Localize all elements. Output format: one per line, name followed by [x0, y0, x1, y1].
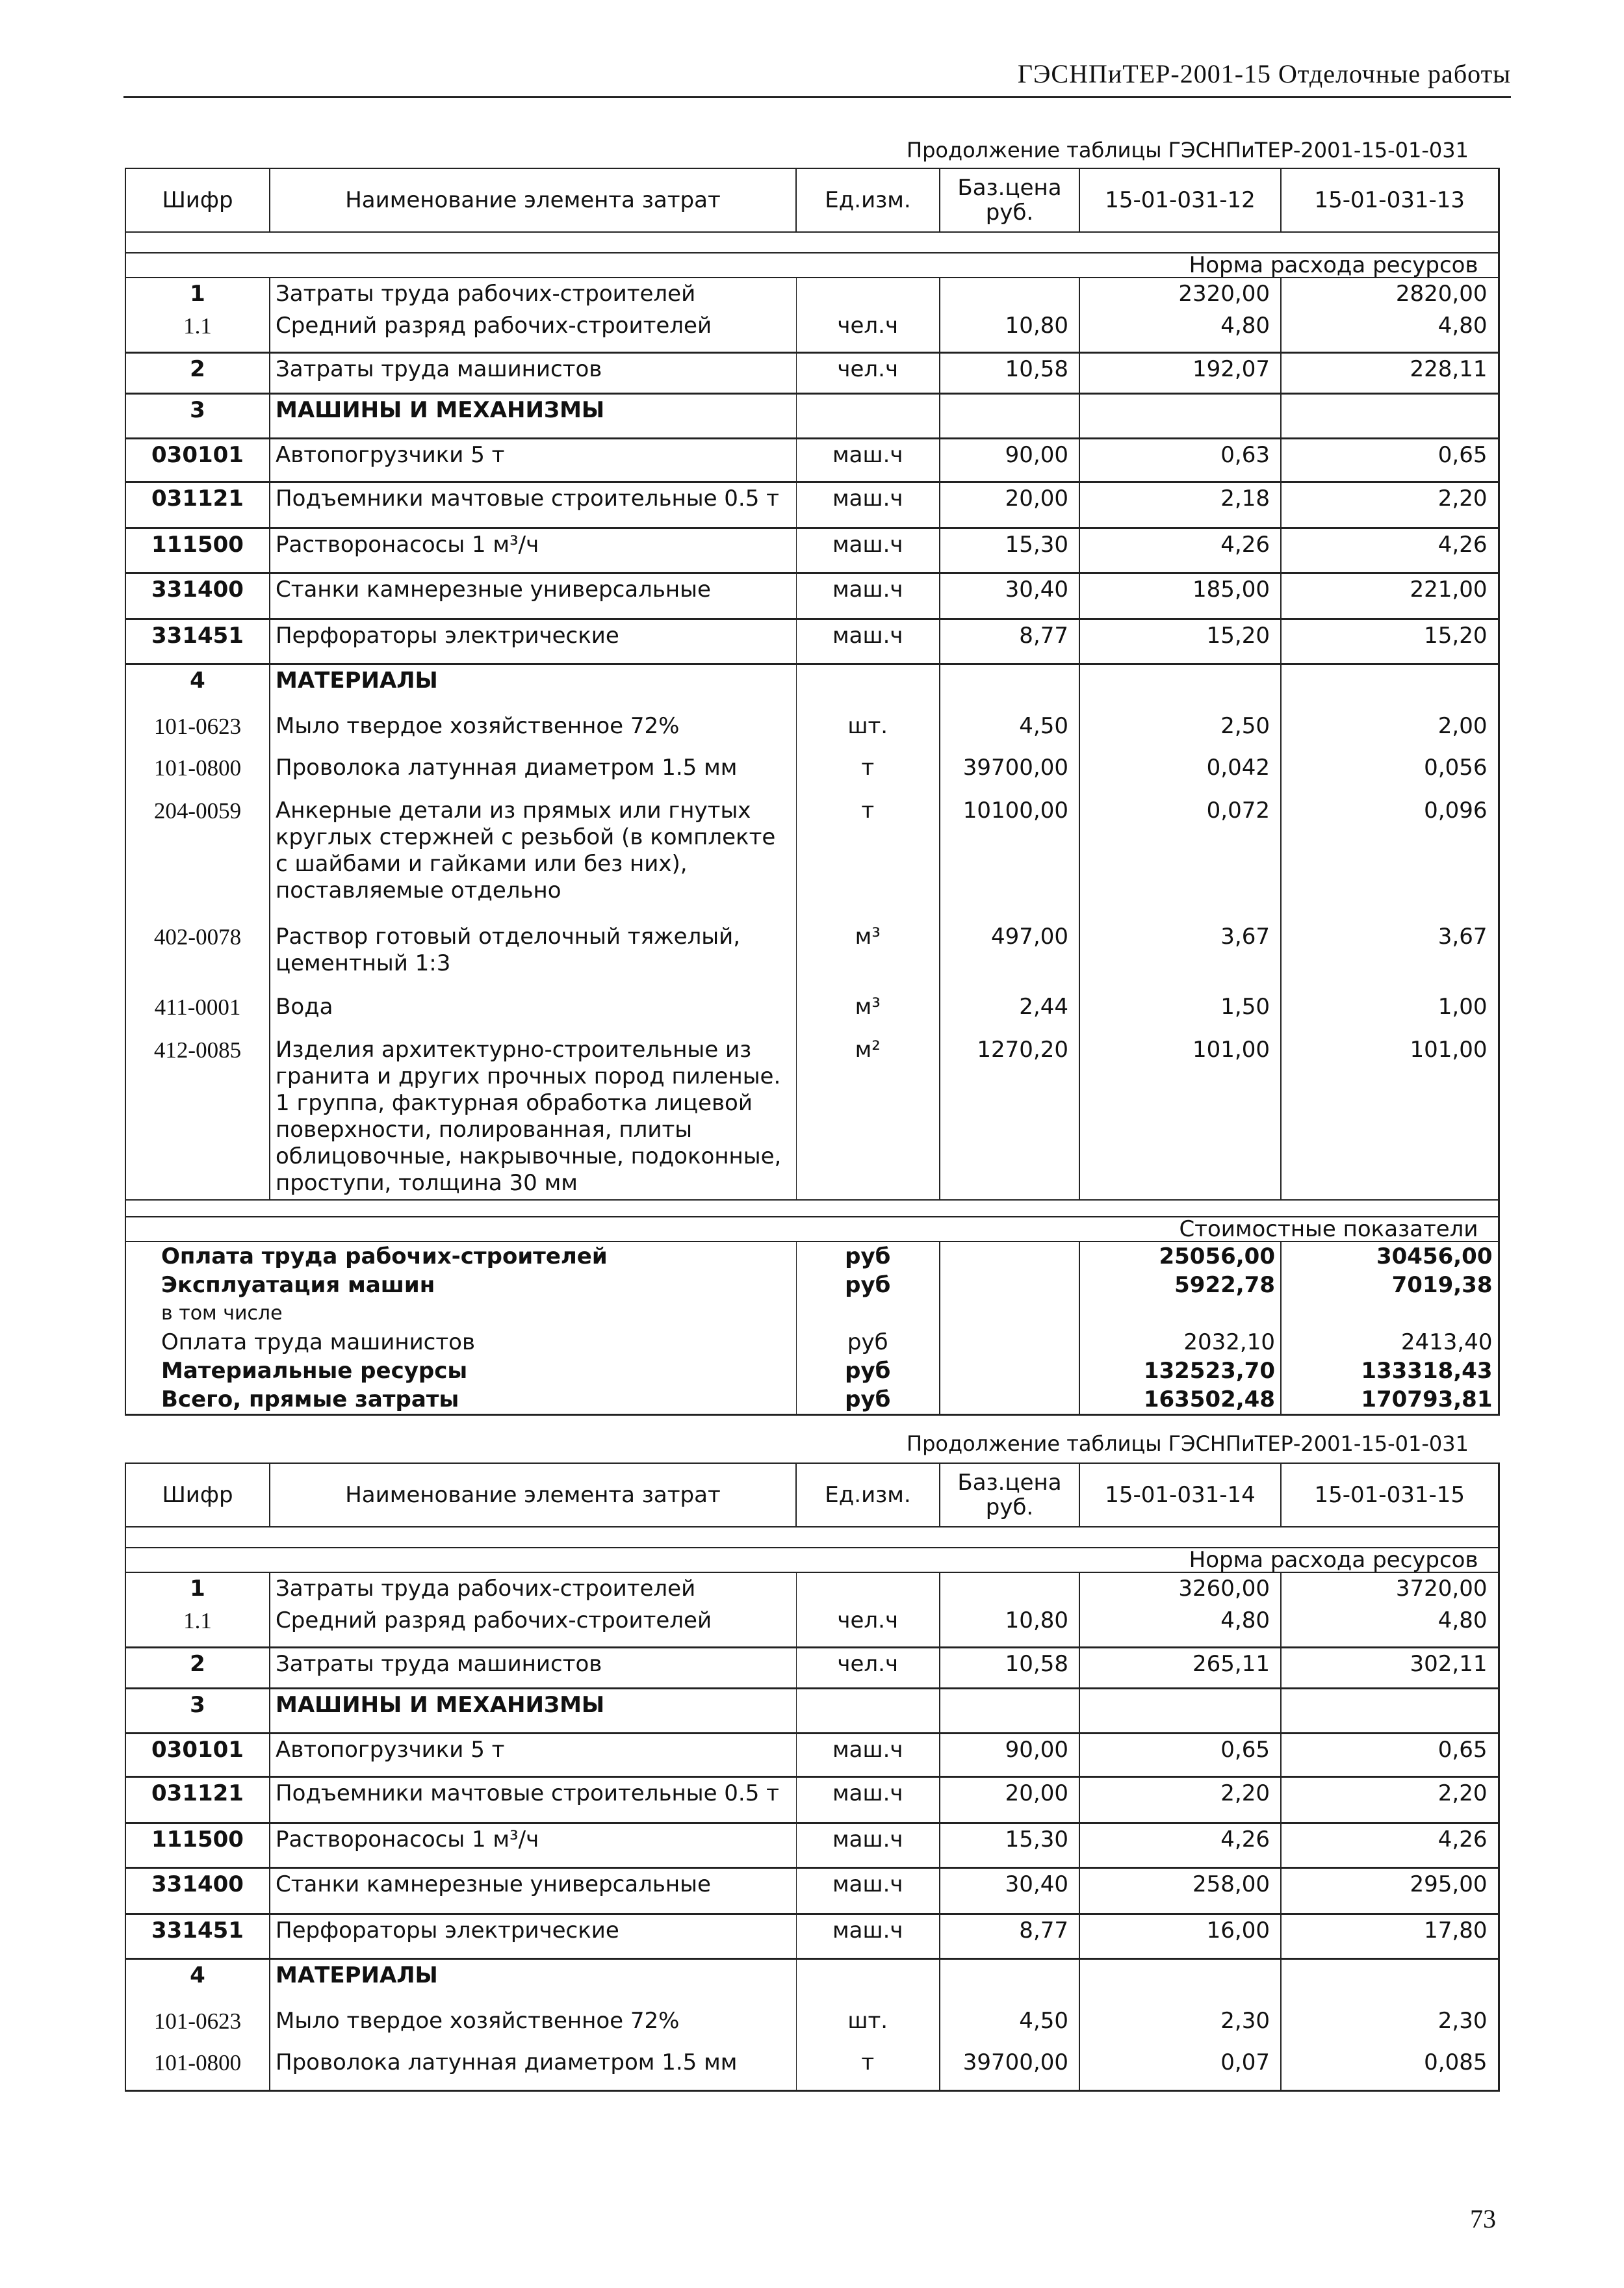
resource-table-1	[125, 168, 1500, 1416]
col-header-b: 15-01-031-15	[1281, 1463, 1499, 1527]
row-code: 1	[125, 1572, 270, 1605]
row-value-b: 0,65	[1281, 1734, 1499, 1777]
row-price: 30,40	[940, 573, 1079, 619]
row-value-b: 4,80	[1281, 310, 1499, 353]
cost-value-a	[1079, 1299, 1281, 1328]
table-row	[125, 710, 1499, 752]
row-name: Перфораторы электрические	[270, 619, 796, 664]
row-name: Перфораторы электрические	[270, 1914, 796, 1959]
row-name: Автопогрузчики 5 т	[270, 439, 796, 482]
row-price: 39700,00	[940, 2047, 1079, 2091]
row-code: 2	[125, 1648, 270, 1689]
row-value-b	[1281, 664, 1499, 711]
row-name: Мыло твердое хозяйственное 72%	[270, 2005, 796, 2047]
cost-value-b: 30456,00	[1281, 1242, 1499, 1271]
row-unit: чел.ч	[837, 1607, 899, 1633]
row-value-a: 2,20	[1079, 1777, 1281, 1823]
row-value-b	[1281, 1959, 1499, 2006]
row-price: 20,00	[940, 482, 1079, 528]
table-row	[125, 278, 1499, 310]
row-value-a	[1079, 1959, 1281, 2006]
row-value-b: 2,30	[1281, 2005, 1499, 2047]
row-name: МАТЕРИАЛЫ	[270, 1959, 796, 2006]
row-name: Проволока латунная диаметром 1.5 мм	[270, 2047, 796, 2091]
row-unit	[796, 394, 940, 439]
header-title: ГЭСНПиТЕР-2001-15 Отделочные работы	[1017, 59, 1511, 88]
page-number: 73	[1470, 2204, 1496, 2233]
cost-value-a: 132523,70	[1079, 1357, 1281, 1385]
table-row	[125, 752, 1499, 795]
row-price	[940, 1572, 1079, 1605]
row-unit: маш.ч	[796, 439, 940, 482]
row-name: Средний разряд рабочих-строителей	[270, 310, 796, 353]
row-value-b: 4,26	[1281, 528, 1499, 573]
row-value-b: 2820,00	[1281, 278, 1499, 310]
row-value-a: 1,50	[1079, 991, 1281, 1034]
row-value-b: 295,00	[1281, 1868, 1499, 1914]
row-unit	[796, 1572, 940, 1605]
row-price: 15,30	[940, 528, 1079, 573]
row-unit: чел.ч	[796, 353, 940, 394]
row-value-a: 0,07	[1079, 2047, 1281, 2091]
row-unit: т	[861, 2049, 875, 2075]
cost-value-b	[1281, 1299, 1499, 1328]
row-unit	[796, 1689, 940, 1734]
row-price: 1270,20	[940, 1034, 1079, 1200]
row-value-a: 4,26	[1079, 1823, 1281, 1868]
row-unit	[796, 1959, 940, 2006]
continuation-label-1: Продолжение таблицы ГЭСНПиТЕР-2001-15-01-031	[907, 138, 1469, 162]
row-value-b: 221,00	[1281, 573, 1499, 619]
cost-row	[125, 1357, 1499, 1385]
row-price: 10,80	[940, 310, 1079, 353]
row-name: МАШИНЫ И МЕХАНИЗМЫ	[270, 394, 796, 439]
row-value-a: 185,00	[1079, 573, 1281, 619]
row-code: 331400	[125, 1868, 270, 1914]
row-unit: маш.ч	[796, 1823, 940, 1868]
row-price: 10,80	[940, 1605, 1079, 1648]
spacer-row	[125, 1200, 1499, 1217]
row-name: Мыло твердое хозяйственное 72%	[270, 710, 796, 752]
row-value-b	[1281, 394, 1499, 439]
row-value-b	[1281, 1689, 1499, 1734]
row-code: 412-0085	[125, 1034, 270, 1200]
row-value-b: 0,096	[1281, 795, 1499, 921]
page-header	[123, 57, 1511, 98]
table-row	[125, 619, 1499, 664]
cost-price	[940, 1299, 1079, 1328]
row-code: 030101	[125, 439, 270, 482]
row-name: Раствор готовый отделочный тяжелый, цементный 1:3	[270, 921, 796, 991]
cost-label: Стоимостные показатели	[1079, 1217, 1499, 1242]
row-unit: маш.ч	[796, 1734, 940, 1777]
cost-price	[940, 1271, 1079, 1299]
row-value-b: 3720,00	[1281, 1572, 1499, 1605]
table-row	[125, 1823, 1499, 1868]
cost-name: Материальные ресурсы	[125, 1357, 796, 1385]
cost-unit: руб	[796, 1357, 940, 1385]
row-unit: маш.ч	[796, 1868, 940, 1914]
row-value-a: 2,18	[1079, 482, 1281, 528]
table-row	[125, 394, 1499, 439]
cost-label-row	[125, 1217, 1499, 1242]
row-value-a: 4,26	[1079, 528, 1281, 573]
row-value-a: 192,07	[1079, 353, 1281, 394]
row-value-b: 3,67	[1281, 921, 1499, 991]
row-price: 90,00	[940, 1734, 1079, 1777]
table-header-row	[125, 168, 1499, 232]
table-row	[125, 1605, 1499, 1648]
row-code: 031121	[125, 1777, 270, 1823]
row-code: 031121	[125, 482, 270, 528]
row-price: 4,50	[940, 2005, 1079, 2047]
row-name: МАТЕРИАЛЫ	[270, 664, 796, 711]
col-header-name: Наименование элемента затрат	[270, 1463, 796, 1527]
row-name: Станки камнерезные универсальные	[270, 573, 796, 619]
row-value-a: 0,072	[1079, 795, 1281, 921]
cost-name: Эксплуатация машин	[125, 1271, 796, 1299]
row-code: 204-0059	[125, 795, 270, 921]
table-row	[125, 664, 1499, 711]
row-value-a: 4,80	[1079, 310, 1281, 353]
row-price	[940, 1689, 1079, 1734]
row-name: Автопогрузчики 5 т	[270, 1734, 796, 1777]
spacer-row	[125, 1527, 1499, 1548]
row-name: Затраты труда машинистов	[270, 1648, 796, 1689]
row-value-b: 2,20	[1281, 1777, 1499, 1823]
table-row	[125, 1959, 1499, 2006]
cost-row	[125, 1242, 1499, 1271]
row-value-b: 0,085	[1281, 2047, 1499, 2091]
table-bottom	[125, 2091, 1499, 2092]
col-header-unit: Ед.изм.	[796, 1463, 940, 1527]
cost-unit: руб	[796, 1328, 940, 1357]
row-unit: чел.ч	[837, 313, 899, 339]
table-row	[125, 1572, 1499, 1605]
table-row	[125, 573, 1499, 619]
row-value-a	[1079, 394, 1281, 439]
row-unit: маш.ч	[796, 573, 940, 619]
cost-name: Оплата труда машинистов	[125, 1328, 796, 1357]
row-name: Подъемники мачтовые строительные 0.5 т	[270, 1777, 796, 1823]
cost-name: Оплата труда рабочих-строителей	[125, 1242, 796, 1271]
row-value-a	[1079, 1689, 1281, 1734]
row-unit: т	[861, 798, 875, 824]
row-name: Затраты труда рабочих-строителей	[270, 278, 796, 310]
row-value-a: 2,50	[1079, 710, 1281, 752]
row-unit: маш.ч	[796, 619, 940, 664]
table-row	[125, 482, 1499, 528]
row-unit: м³	[855, 994, 881, 1020]
row-price: 2,44	[940, 991, 1079, 1034]
row-unit: маш.ч	[796, 482, 940, 528]
table-row	[125, 353, 1499, 394]
cost-name: в том числе	[125, 1299, 796, 1328]
cost-row	[125, 1328, 1499, 1357]
table-row	[125, 1914, 1499, 1959]
row-value-a: 4,80	[1079, 1605, 1281, 1648]
col-header-b: 15-01-031-13	[1281, 168, 1499, 232]
row-value-b: 0,056	[1281, 752, 1499, 795]
row-value-b: 4,26	[1281, 1823, 1499, 1868]
row-value-a: 2,30	[1079, 2005, 1281, 2047]
row-unit	[796, 664, 940, 711]
table-row	[125, 1648, 1499, 1689]
row-code: 331451	[125, 1914, 270, 1959]
row-code: 1.1	[125, 1605, 270, 1648]
table-row	[125, 2047, 1499, 2091]
row-name: Подъемники мачтовые строительные 0.5 т	[270, 482, 796, 528]
cost-price	[940, 1242, 1079, 1271]
row-value-b: 4,80	[1281, 1605, 1499, 1648]
row-code: 4	[125, 1959, 270, 2006]
norm-label: Норма расхода ресурсов	[1079, 253, 1499, 278]
row-price: 8,77	[940, 1914, 1079, 1959]
row-unit: маш.ч	[796, 1914, 940, 1959]
row-price: 497,00	[940, 921, 1079, 991]
row-value-a	[1079, 664, 1281, 711]
row-price: 90,00	[940, 439, 1079, 482]
row-value-a: 3,67	[1079, 921, 1281, 991]
row-price	[940, 1959, 1079, 2006]
row-unit: шт.	[847, 2008, 888, 2034]
row-unit: т	[861, 755, 875, 781]
spacer-row	[125, 232, 1499, 253]
cost-value-b: 2413,40	[1281, 1328, 1499, 1357]
row-name: Растворонасосы 1 м³/ч	[270, 1823, 796, 1868]
resource-table-2	[125, 1462, 1500, 2092]
row-unit: м³	[855, 924, 881, 950]
row-unit: маш.ч	[796, 528, 940, 573]
row-name: Станки камнерезные универсальные	[270, 1868, 796, 1914]
norm-label-row	[125, 253, 1499, 278]
cost-row	[125, 1299, 1499, 1328]
col-header-unit: Ед.изм.	[796, 168, 940, 232]
row-value-a: 265,11	[1079, 1648, 1281, 1689]
row-price: 39700,00	[940, 752, 1079, 795]
row-code: 101-0623	[125, 2005, 270, 2047]
row-price: 4,50	[940, 710, 1079, 752]
table-row	[125, 1689, 1499, 1734]
row-value-b: 17,80	[1281, 1914, 1499, 1959]
col-header-a: 15-01-031-12	[1079, 168, 1281, 232]
row-code: 2	[125, 353, 270, 394]
cost-name: Всего, прямые затраты	[125, 1385, 796, 1415]
row-name: Растворонасосы 1 м³/ч	[270, 528, 796, 573]
row-value-a: 101,00	[1079, 1034, 1281, 1200]
row-code: 3	[125, 394, 270, 439]
row-name: Затраты труда машинистов	[270, 353, 796, 394]
table-row	[125, 439, 1499, 482]
row-value-b: 2,20	[1281, 482, 1499, 528]
table-row	[125, 1034, 1499, 1200]
row-code: 411-0001	[125, 991, 270, 1034]
cost-row	[125, 1385, 1499, 1415]
row-value-a: 16,00	[1079, 1914, 1281, 1959]
row-code: 1	[125, 278, 270, 310]
row-name: Изделия архитектурно-строительные из гранита и других прочных пород пиленые. 1 группа, фактурная обработка лицевой поверхности, полированная, плиты облицовочные, накрывочные, подоконные, проступи, толщина 30 мм	[270, 1034, 796, 1200]
row-value-b: 302,11	[1281, 1648, 1499, 1689]
row-code: 101-0800	[125, 2047, 270, 2091]
cost-value-a: 2032,10	[1079, 1328, 1281, 1357]
row-value-a: 258,00	[1079, 1868, 1281, 1914]
row-unit: чел.ч	[796, 1648, 940, 1689]
col-header-price: Баз.цена руб.	[940, 168, 1079, 232]
row-value-a: 0,63	[1079, 439, 1281, 482]
row-code: 3	[125, 1689, 270, 1734]
table-row	[125, 1777, 1499, 1823]
row-unit: м²	[855, 1037, 881, 1063]
col-header-code: Шифр	[125, 168, 270, 232]
row-value-b: 0,65	[1281, 439, 1499, 482]
table-row	[125, 310, 1499, 353]
row-price: 15,30	[940, 1823, 1079, 1868]
row-value-b: 2,00	[1281, 710, 1499, 752]
cost-value-b: 170793,81	[1281, 1385, 1499, 1415]
row-unit: шт.	[847, 713, 888, 739]
table-row	[125, 991, 1499, 1034]
row-price: 10,58	[940, 353, 1079, 394]
norm-label-row	[125, 1548, 1499, 1572]
row-unit: маш.ч	[796, 1777, 940, 1823]
row-value-a: 2320,00	[1079, 278, 1281, 310]
col-header-name: Наименование элемента затрат	[270, 168, 796, 232]
row-value-a: 15,20	[1079, 619, 1281, 664]
cost-value-b: 133318,43	[1281, 1357, 1499, 1385]
row-price	[940, 664, 1079, 711]
row-name: Анкерные детали из прямых или гнутых круглых стержней с резьбой (в комплекте с шайбами и гайками или без них), поставляемые отдельно	[270, 795, 796, 921]
row-value-b: 1,00	[1281, 991, 1499, 1034]
row-price	[940, 278, 1079, 310]
cost-unit: руб	[796, 1242, 940, 1271]
row-name: Затраты труда рабочих-строителей	[270, 1572, 796, 1605]
row-code: 101-0623	[125, 710, 270, 752]
cost-value-a: 5922,78	[1079, 1271, 1281, 1299]
col-header-price: Баз.цена руб.	[940, 1463, 1079, 1527]
cost-row	[125, 1271, 1499, 1299]
table-row	[125, 528, 1499, 573]
cost-unit	[796, 1299, 940, 1328]
row-value-b: 101,00	[1281, 1034, 1499, 1200]
row-price: 8,77	[940, 619, 1079, 664]
row-name: МАШИНЫ И МЕХАНИЗМЫ	[270, 1689, 796, 1734]
row-value-b: 15,20	[1281, 619, 1499, 664]
row-code: 4	[125, 664, 270, 711]
row-price: 10100,00	[940, 795, 1079, 921]
row-value-b: 228,11	[1281, 353, 1499, 394]
row-code: 111500	[125, 528, 270, 573]
norm-label: Норма расхода ресурсов	[1079, 1548, 1499, 1572]
row-code: 101-0800	[125, 752, 270, 795]
row-code: 1.1	[125, 310, 270, 353]
row-price: 30,40	[940, 1868, 1079, 1914]
table-header-row	[125, 1463, 1499, 1527]
cost-value-b: 7019,38	[1281, 1271, 1499, 1299]
cost-price	[940, 1328, 1079, 1357]
col-header-code: Шифр	[125, 1463, 270, 1527]
cost-value-a: 163502,48	[1079, 1385, 1281, 1415]
table-row	[125, 1868, 1499, 1914]
table-row	[125, 2005, 1499, 2047]
cost-price	[940, 1357, 1079, 1385]
cost-price	[940, 1385, 1079, 1415]
continuation-label-2: Продолжение таблицы ГЭСНПиТЕР-2001-15-01-031	[907, 1431, 1469, 1456]
table-row	[125, 921, 1499, 991]
row-unit	[796, 278, 940, 310]
row-code: 402-0078	[125, 921, 270, 991]
row-value-a: 0,042	[1079, 752, 1281, 795]
row-value-a: 3260,00	[1079, 1572, 1281, 1605]
table-row	[125, 1734, 1499, 1777]
row-name: Вода	[270, 991, 796, 1034]
row-name: Проволока латунная диаметром 1.5 мм	[270, 752, 796, 795]
row-price: 20,00	[940, 1777, 1079, 1823]
row-code: 111500	[125, 1823, 270, 1868]
row-name: Средний разряд рабочих-строителей	[270, 1605, 796, 1648]
row-code: 331451	[125, 619, 270, 664]
cost-value-a: 25056,00	[1079, 1242, 1281, 1271]
row-value-a: 0,65	[1079, 1734, 1281, 1777]
cost-unit: руб	[796, 1385, 940, 1415]
row-price	[940, 394, 1079, 439]
col-header-a: 15-01-031-14	[1079, 1463, 1281, 1527]
row-code: 030101	[125, 1734, 270, 1777]
table-row	[125, 795, 1499, 921]
cost-unit: руб	[796, 1271, 940, 1299]
row-price: 10,58	[940, 1648, 1079, 1689]
row-code: 331400	[125, 573, 270, 619]
